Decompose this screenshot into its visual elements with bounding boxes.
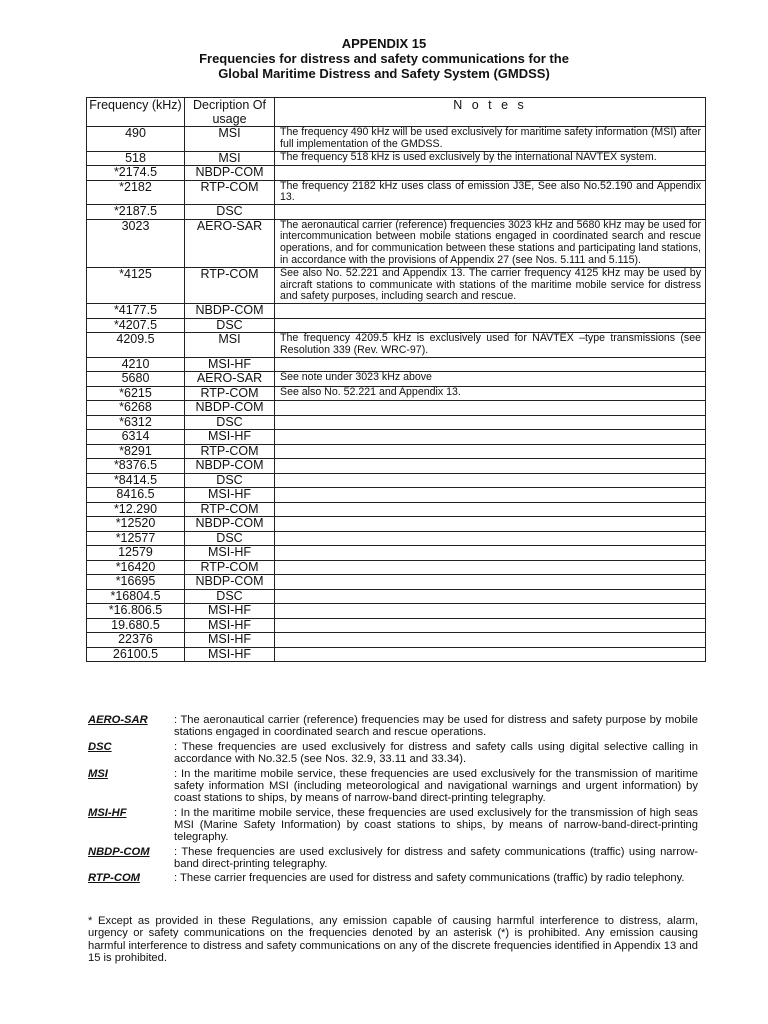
usage-cell: MSI-HF (185, 647, 275, 662)
legend-definition: : These frequencies are used exclusively for distress and safety communications (traffic) using narrow-band direct-printing telegraphy. (174, 845, 698, 870)
usage-cell: RTP-COM (185, 444, 275, 459)
table-row (87, 575, 706, 590)
notes-cell (275, 444, 706, 459)
frequency-cell: 490 (87, 127, 185, 152)
usage-cell: RTP-COM (185, 267, 275, 303)
notes-cell (275, 205, 706, 220)
frequency-cell: *4207.5 (87, 318, 185, 333)
notes-cell (275, 488, 706, 503)
table-header-row (87, 98, 706, 127)
frequency-cell: *8291 (87, 444, 185, 459)
table-row (87, 618, 706, 633)
usage-cell: MSI-HF (185, 488, 275, 503)
frequency-cell: *8376.5 (87, 459, 185, 474)
usage-cell: MSI-HF (185, 604, 275, 619)
table-row (87, 647, 706, 662)
table-row (87, 473, 706, 488)
frequency-cell: *6215 (87, 386, 185, 401)
usage-cell: MSI-HF (185, 357, 275, 372)
table-row (87, 531, 706, 546)
document-header (0, 36, 768, 81)
usage-cell: RTP-COM (185, 560, 275, 575)
legend-definition: : In the maritime mobile service, these frequencies are used exclusively for the transmission of high seas MSI (Marine Safety Information) by coast stations to ships, by means of narrow-band-direct-printing telegraphy. (174, 806, 698, 843)
table-row (87, 488, 706, 503)
frequency-cell: 4210 (87, 357, 185, 372)
table-row (87, 633, 706, 648)
notes-cell (275, 546, 706, 561)
legend-item (88, 872, 698, 884)
table-row (87, 357, 706, 372)
usage-cell: DSC (185, 473, 275, 488)
table-row (87, 180, 706, 205)
frequency-cell: *16804.5 (87, 589, 185, 604)
usage-cell: NBDP-COM (185, 459, 275, 474)
table-row (87, 517, 706, 532)
frequency-cell: *4177.5 (87, 304, 185, 319)
usage-cell: NBDP-COM (185, 517, 275, 532)
usage-cell: NBDP-COM (185, 166, 275, 181)
frequency-cell: *6312 (87, 415, 185, 430)
header-notes: N o t e s (275, 98, 706, 127)
table-row (87, 560, 706, 575)
usage-cell: RTP-COM (185, 180, 275, 205)
usage-cell: DSC (185, 415, 275, 430)
frequency-cell: *4125 (87, 267, 185, 303)
notes-cell (275, 575, 706, 590)
frequency-cell: *16420 (87, 560, 185, 575)
table-row (87, 401, 706, 416)
frequency-table (86, 97, 706, 662)
usage-cell: MSI-HF (185, 633, 275, 648)
usage-cell: DSC (185, 589, 275, 604)
legend-definition: : These carrier frequencies are used for distress and safety communications (traffic) by radio telephony. (174, 872, 685, 885)
legend-definition: : In the maritime mobile service, these frequencies are used exclusively for the transmission of maritime safety information MSI (including meteorological and navigational warnings and urgent information) by coast stations to ships, by means of narrow-band direct-printing telegraphy. (174, 767, 698, 804)
usage-cell: RTP-COM (185, 502, 275, 517)
frequency-cell: 4209.5 (87, 333, 185, 358)
notes-cell: See also No. 52.221 and Appendix 13. The carrier frequency 4125 kHz may be used by aircraft stations to communicate with stations of the maritime mobile service for distress and safety purposes, including search and rescue. (275, 267, 706, 303)
notes-cell (275, 318, 706, 333)
frequency-cell: *12520 (87, 517, 185, 532)
table-row (87, 127, 706, 152)
frequency-cell: 6314 (87, 430, 185, 445)
frequency-cell: 518 (87, 151, 185, 166)
header-usage: Decription Of usage (185, 98, 275, 127)
notes-cell (275, 473, 706, 488)
notes-cell: The aeronautical carrier (reference) frequencies 3023 kHz and 5680 kHz may be used for intercommunication between mobile stations engaged in coordinated search and rescue operations, and for communication between these stations and participating land stations, in accordance with the provisions of Appendix 27 (see Nos. 5.111 and 5.115). (275, 219, 706, 267)
table-row (87, 151, 706, 166)
legend-term: MSI (88, 767, 108, 780)
table-row (87, 166, 706, 181)
legend-item (88, 741, 698, 765)
frequency-cell: *2182 (87, 180, 185, 205)
usage-cell: NBDP-COM (185, 575, 275, 590)
usage-cell: AERO-SAR (185, 219, 275, 267)
frequency-cell: *16.806.5 (87, 604, 185, 619)
notes-cell (275, 166, 706, 181)
table-row (87, 502, 706, 517)
notes-cell: The frequency 490 kHz will be used exclusively for maritime safety information (MSI) after full implementation of the GMDSS. (275, 127, 706, 152)
frequency-table-body (87, 127, 706, 662)
notes-cell (275, 531, 706, 546)
table-row (87, 304, 706, 319)
notes-cell (275, 633, 706, 648)
notes-cell (275, 618, 706, 633)
table-row (87, 386, 706, 401)
usage-cell: MSI-HF (185, 430, 275, 445)
usage-cell: MSI (185, 151, 275, 166)
notes-cell (275, 502, 706, 517)
notes-cell: The frequency 518 kHz is used exclusively by the international NAVTEX system. (275, 151, 706, 166)
table-row (87, 267, 706, 303)
legend-item (88, 846, 698, 870)
frequency-cell: *2174.5 (87, 166, 185, 181)
notes-cell: See also No. 52.221 and Appendix 13. (275, 386, 706, 401)
notes-cell (275, 357, 706, 372)
notes-cell: See note under 3023 kHz above (275, 372, 706, 387)
usage-cell: MSI (185, 333, 275, 358)
notes-cell (275, 647, 706, 662)
legend-term: DSC (88, 740, 112, 753)
notes-cell (275, 430, 706, 445)
table-row (87, 219, 706, 267)
notes-cell (275, 560, 706, 575)
frequency-cell: *8414.5 (87, 473, 185, 488)
table-row (87, 589, 706, 604)
table-row (87, 372, 706, 387)
legend-item (88, 768, 698, 805)
legend-item (88, 714, 698, 738)
notes-cell (275, 517, 706, 532)
notes-cell (275, 401, 706, 416)
table-row (87, 205, 706, 220)
table-row (87, 430, 706, 445)
usage-cell: MSI (185, 127, 275, 152)
frequency-cell: 8416.5 (87, 488, 185, 503)
notes-cell (275, 589, 706, 604)
table-row (87, 318, 706, 333)
frequency-cell: 19.680.5 (87, 618, 185, 633)
legend-term: AERO-SAR (88, 714, 148, 726)
table-row (87, 546, 706, 561)
asterisk-footnote: * Except as provided in these Regulations, any emission capable of causing harmful interference to distress, alarm, urgency or safety communications on the frequencies denoted by an asterisk (*) is prohibited. Any emission causing harmful interference to distress and safety communications on any of the discrete frequencies identified in Appendix 13 and 15 is prohibited. (88, 915, 698, 964)
frequency-cell: *2187.5 (87, 205, 185, 220)
frequency-cell: 3023 (87, 219, 185, 267)
notes-cell: The frequency 4209.5 kHz is exclusively used for NAVTEX –type transmissions (see Resolution 339 (Rev. WRC-97). (275, 333, 706, 358)
table-row (87, 415, 706, 430)
abbreviation-legend (88, 714, 698, 887)
notes-cell (275, 604, 706, 619)
frequency-cell: 26100.5 (87, 647, 185, 662)
frequency-cell: 12579 (87, 546, 185, 561)
usage-cell: AERO-SAR (185, 372, 275, 387)
notes-cell (275, 415, 706, 430)
header-frequency: Frequency (kHz) (87, 98, 185, 127)
usage-cell: DSC (185, 531, 275, 546)
document-subtitle-line-2: Global Maritime Distress and Safety System (GMDSS) (218, 66, 550, 81)
legend-term: NBDP-COM (88, 845, 150, 858)
document-subtitle-line-1: Frequencies for distress and safety communications for the (199, 51, 569, 66)
usage-cell: DSC (185, 205, 275, 220)
notes-cell (275, 459, 706, 474)
table-row (87, 459, 706, 474)
appendix-title: APPENDIX 15 (341, 36, 427, 51)
usage-cell: NBDP-COM (185, 401, 275, 416)
usage-cell: RTP-COM (185, 386, 275, 401)
notes-cell: The frequency 2182 kHz uses class of emission J3E, See also No.52.190 and Appendix 13. (275, 180, 706, 205)
usage-cell: DSC (185, 318, 275, 333)
frequency-cell: 22376 (87, 633, 185, 648)
table-row (87, 604, 706, 619)
notes-cell (275, 304, 706, 319)
frequency-cell: 5680 (87, 372, 185, 387)
usage-cell: MSI-HF (185, 618, 275, 633)
legend-definition: : These frequencies are used exclusively for distress and safety calls using digital selective calling in accordance with No.32.5 (see Nos. 32.9, 33.11 and 33.34). (174, 740, 698, 765)
legend-term: MSI-HF (88, 806, 127, 819)
frequency-cell: *16695 (87, 575, 185, 590)
legend-definition: : The aeronautical carrier (reference) frequencies may be used for distress and safety purpose by mobile stations engaged in coordinated search and rescue operations. (174, 714, 698, 739)
frequency-cell: *6268 (87, 401, 185, 416)
table-row (87, 444, 706, 459)
usage-cell: NBDP-COM (185, 304, 275, 319)
table-row (87, 333, 706, 358)
legend-term: RTP-COM (88, 872, 140, 885)
frequency-cell: *12.290 (87, 502, 185, 517)
legend-item (88, 807, 698, 844)
usage-cell: MSI-HF (185, 546, 275, 561)
frequency-cell: *12577 (87, 531, 185, 546)
